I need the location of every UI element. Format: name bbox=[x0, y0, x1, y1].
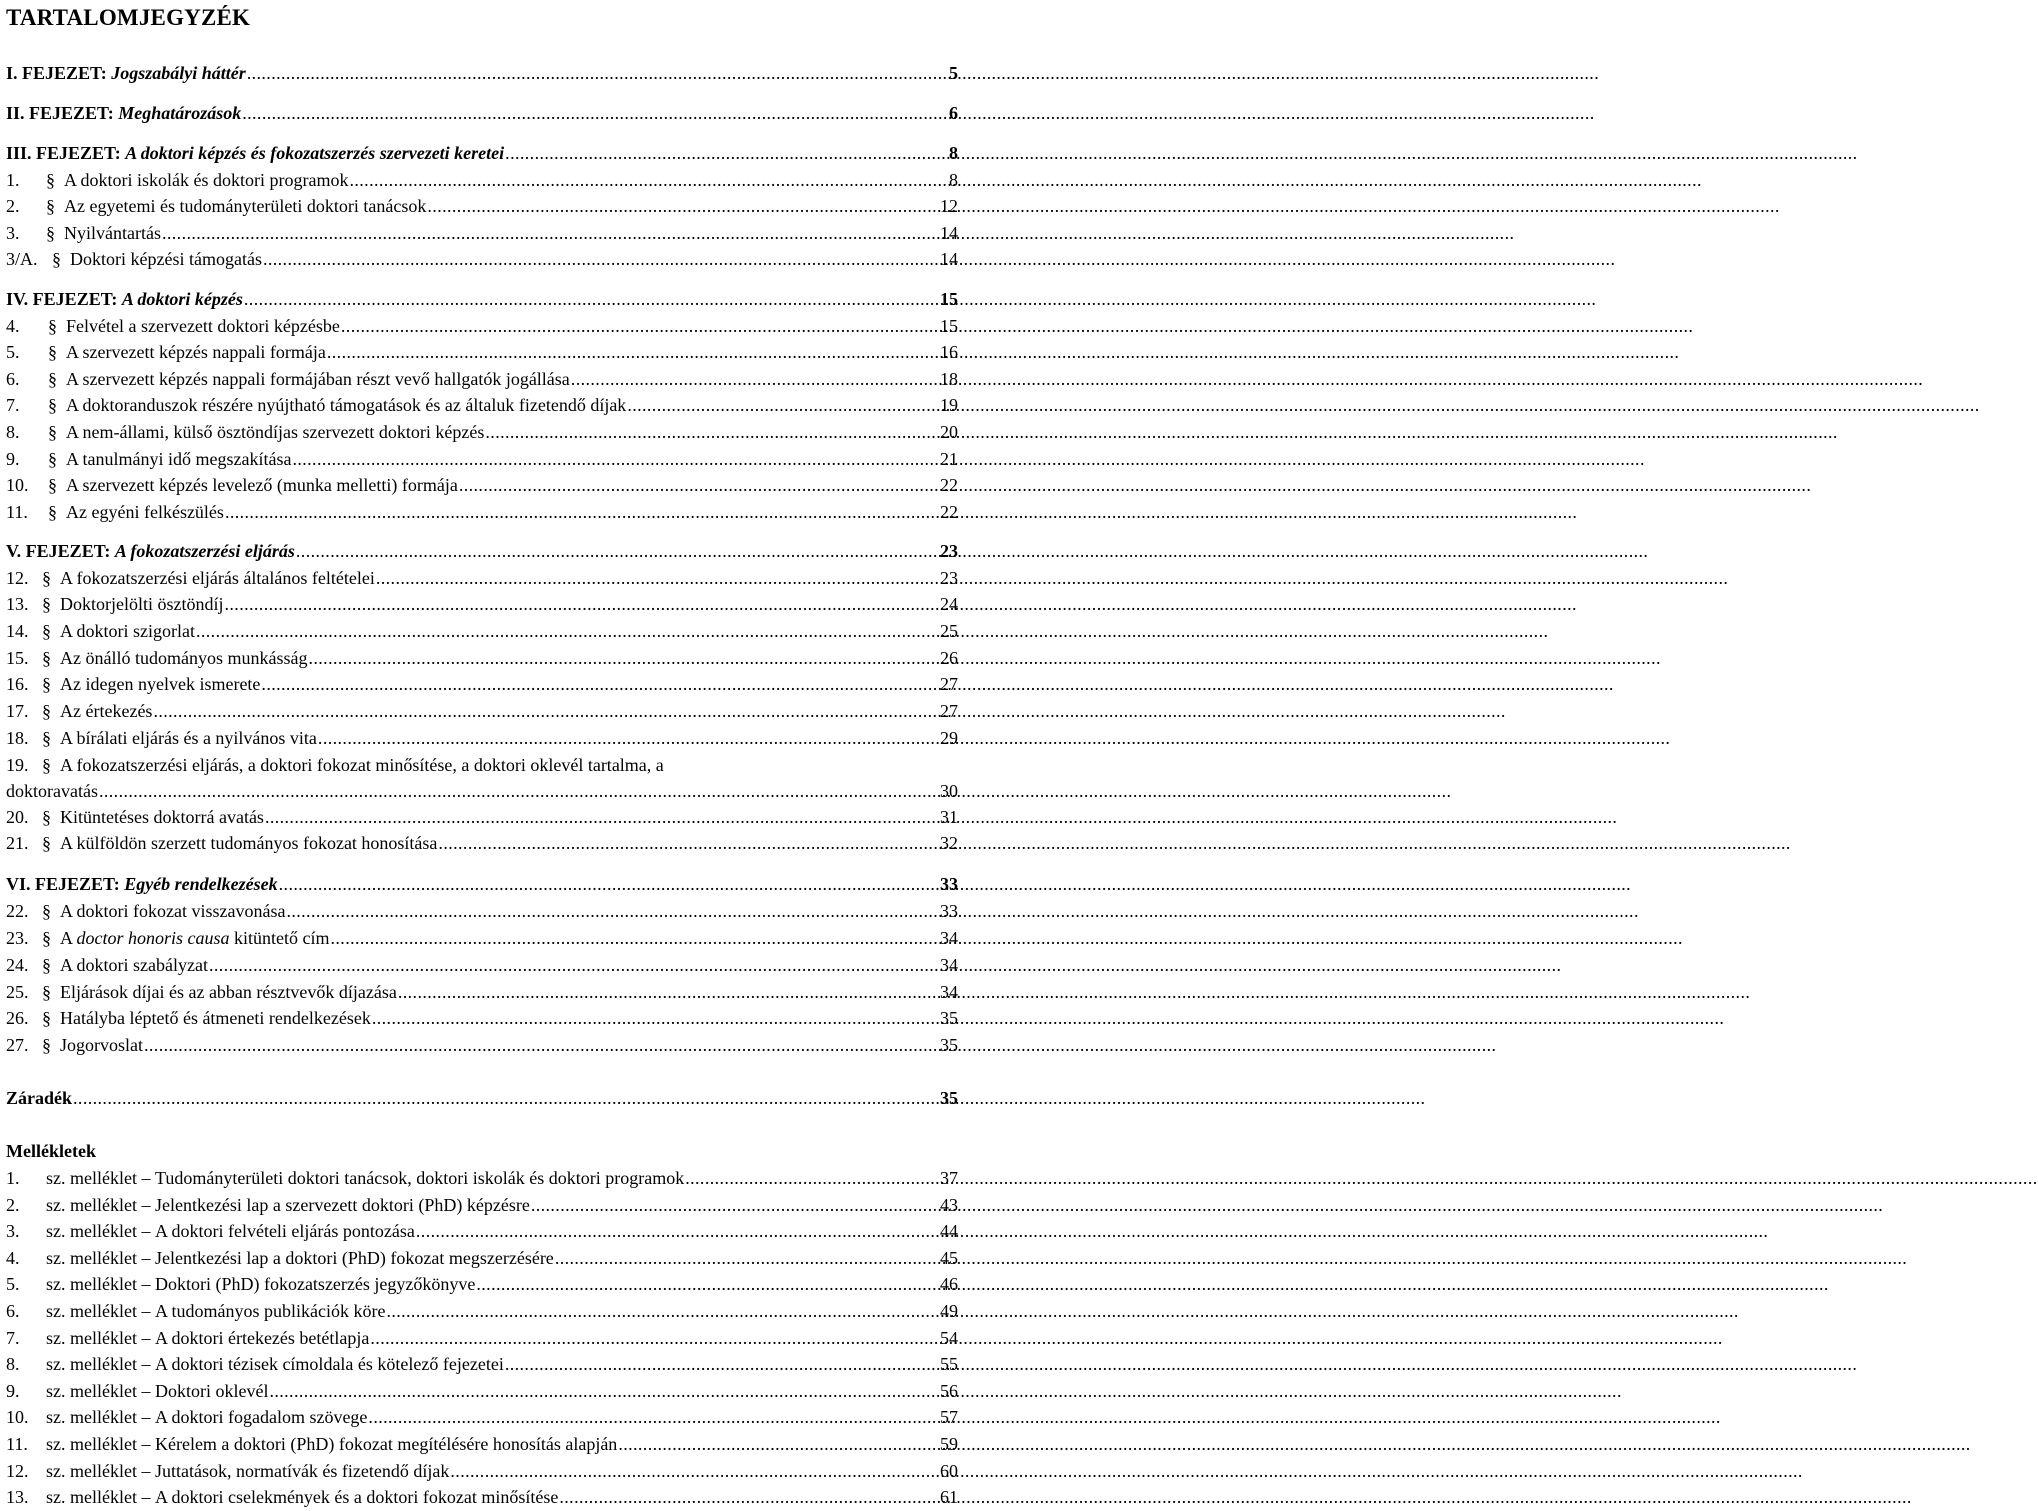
page-number: 37 bbox=[940, 1168, 958, 1188]
page-number: 56 bbox=[940, 1381, 958, 1401]
annex-title: Kérelem a doktori (PhD) fokozat megítélésére honosítás alapján bbox=[154, 1434, 618, 1454]
annex-prefix: sz. melléklet – bbox=[46, 1461, 151, 1481]
annex-prefix: sz. melléklet – bbox=[46, 1221, 151, 1241]
leader-dots bbox=[308, 645, 939, 671]
section-number: 12. bbox=[6, 568, 29, 588]
toc-section-10[interactable] bbox=[6, 472, 958, 498]
section-title: Hatályba léptető és átmeneti rendelkezések bbox=[60, 1008, 371, 1028]
section-title: A doctor honoris causa kitüntető cím bbox=[60, 928, 330, 948]
annex-title: Doktori oklevél bbox=[154, 1381, 269, 1401]
section-sign-icon: § bbox=[48, 342, 57, 362]
leader-dots bbox=[505, 1351, 939, 1377]
leader-dots bbox=[618, 1431, 939, 1457]
section-sign-icon: § bbox=[48, 449, 57, 469]
section-number: 16. bbox=[6, 674, 29, 694]
page-number: 45 bbox=[940, 1248, 958, 1268]
toc-section-15[interactable] bbox=[6, 645, 958, 671]
toc-annex-9[interactable] bbox=[6, 1378, 958, 1404]
section-sign-icon: § bbox=[48, 475, 57, 495]
section-sign-icon: § bbox=[42, 833, 51, 853]
annex-prefix: sz. melléklet – bbox=[46, 1248, 151, 1268]
section-title: Kitüntetéses doktorrá avatás bbox=[60, 807, 264, 827]
section-sign-icon: § bbox=[42, 928, 51, 948]
section-number: 27. bbox=[6, 1035, 29, 1055]
leader-dots bbox=[559, 1484, 939, 1510]
section-title: A nem-állami, külső ösztöndíjas szervezett doktori képzés bbox=[66, 422, 485, 442]
section-number: 9. bbox=[6, 449, 20, 469]
section-number: 19. bbox=[6, 755, 29, 775]
section-number: 21. bbox=[6, 833, 29, 853]
leader-dots bbox=[685, 1165, 939, 1191]
section-title: Az önálló tudományos munkásság bbox=[60, 648, 308, 668]
toc-section-18[interactable] bbox=[6, 725, 958, 751]
annex-prefix: sz. melléklet – bbox=[46, 1301, 151, 1321]
page-number: 21 bbox=[940, 449, 958, 469]
page-number: 25 bbox=[940, 621, 958, 641]
section-title: A fokozatszerzési eljárás, a doktori fokozat minősítése, a doktori oklevél tartalma, a bbox=[60, 755, 664, 775]
section-title: A tanulmányi idő megszakítása bbox=[66, 449, 292, 469]
section-title: Eljárások díjai és az abban résztvevők díjazása bbox=[60, 982, 397, 1002]
page-number: 22 bbox=[940, 502, 958, 522]
section-number: 1. bbox=[6, 170, 20, 190]
toc-section-11[interactable] bbox=[6, 499, 958, 525]
leader-dots bbox=[368, 1404, 939, 1430]
annex-title: A doktori tézisek címoldala és kötelező fejezetei bbox=[154, 1354, 504, 1374]
toc-chapter-6[interactable] bbox=[6, 871, 958, 897]
leader-dots bbox=[331, 925, 940, 951]
page-number: 8 bbox=[949, 170, 958, 190]
leader-dots bbox=[416, 1218, 939, 1244]
section-number: 3/A. bbox=[6, 249, 38, 269]
annex-prefix: sz. melléklet – bbox=[46, 1168, 151, 1188]
toc-annex-13[interactable] bbox=[6, 1484, 958, 1510]
page-number: 44 bbox=[940, 1221, 958, 1241]
section-number: 15. bbox=[6, 648, 29, 668]
leader-dots bbox=[242, 100, 948, 126]
page-number: 57 bbox=[940, 1407, 958, 1427]
toc-section-6[interactable] bbox=[6, 366, 958, 392]
page-number: 60 bbox=[940, 1461, 958, 1481]
leader-dots bbox=[196, 618, 939, 644]
annex-prefix: sz. melléklet – bbox=[46, 1381, 151, 1401]
section-number: 11. bbox=[6, 502, 28, 522]
section-number: 24. bbox=[6, 955, 29, 975]
leader-dots bbox=[341, 313, 939, 339]
section-sign-icon: § bbox=[42, 621, 51, 641]
section-number: 26. bbox=[6, 1008, 29, 1028]
page-number: 32 bbox=[940, 833, 958, 853]
section-sign-icon: § bbox=[48, 502, 57, 522]
annex-title: A doktori fogadalom szövege bbox=[154, 1407, 368, 1427]
page-number: 24 bbox=[940, 594, 958, 614]
annex-title: Jelentkezési lap a doktori (PhD) fokozat megszerzésére bbox=[154, 1248, 554, 1268]
leader-dots bbox=[263, 246, 939, 272]
toc-zaradek[interactable] bbox=[6, 1085, 958, 1111]
annex-prefix: sz. melléklet – bbox=[46, 1328, 151, 1348]
section-number: 13. bbox=[6, 594, 29, 614]
leader-dots bbox=[247, 60, 948, 86]
leader-dots bbox=[265, 804, 939, 830]
leader-dots bbox=[327, 339, 939, 365]
annex-number: 2. bbox=[6, 1195, 20, 1215]
annex-prefix: sz. melléklet – bbox=[46, 1195, 151, 1215]
toc-section-7[interactable] bbox=[6, 392, 958, 418]
page-number: 43 bbox=[940, 1195, 958, 1215]
toc-chapter-1[interactable] bbox=[6, 60, 958, 86]
annex-prefix: sz. melléklet – bbox=[46, 1407, 151, 1427]
annex-number: 9. bbox=[6, 1381, 20, 1401]
toc-section-27[interactable] bbox=[6, 1032, 958, 1058]
leader-dots bbox=[261, 671, 939, 697]
leader-dots bbox=[438, 830, 939, 856]
section-title: Jogorvoslat bbox=[60, 1035, 143, 1055]
toc-section-13[interactable] bbox=[6, 591, 958, 617]
leader-dots bbox=[427, 193, 939, 219]
section-number: 22. bbox=[6, 901, 29, 921]
page-number: 14 bbox=[940, 249, 958, 269]
zaradek-label: Záradék bbox=[6, 1088, 73, 1108]
section-title: A doktori szabályzat bbox=[60, 955, 208, 975]
toc-section-9[interactable] bbox=[6, 446, 958, 472]
page-number: 54 bbox=[940, 1328, 958, 1348]
page-number: 61 bbox=[940, 1487, 958, 1507]
leader-dots bbox=[459, 472, 939, 498]
section-title: A szervezett képzés nappali formájában részt vevő hallgatók jogállása bbox=[66, 369, 570, 389]
annex-number: 11. bbox=[6, 1434, 28, 1454]
leader-dots bbox=[531, 1192, 939, 1218]
section-title: A bírálati eljárás és a nyilvános vita bbox=[60, 728, 317, 748]
chapter-label: III. FEJEZET: A doktori képzés és fokozatszerzés szervezeti keretei bbox=[6, 143, 505, 163]
page-number: 15 bbox=[940, 316, 958, 336]
leader-dots bbox=[144, 1032, 939, 1058]
page-title: TARTALOMJEGYZÉK bbox=[6, 5, 251, 30]
leader-dots bbox=[296, 538, 939, 564]
page-number: 16 bbox=[940, 342, 958, 362]
section-number: 23. bbox=[6, 928, 29, 948]
page-number: 8 bbox=[949, 143, 958, 163]
section-number: 5. bbox=[6, 342, 20, 362]
toc-section-4[interactable] bbox=[6, 313, 958, 339]
annex-prefix: sz. melléklet – bbox=[46, 1434, 151, 1454]
page-number: 29 bbox=[940, 728, 958, 748]
annex-number: 3. bbox=[6, 1221, 20, 1241]
toc-section-12[interactable] bbox=[6, 565, 958, 591]
toc-annex-1[interactable] bbox=[6, 1165, 958, 1191]
page-number: 34 bbox=[940, 955, 958, 975]
annex-number: 1. bbox=[6, 1168, 20, 1188]
section-title: Doktorjelölti ösztöndíj bbox=[60, 594, 224, 614]
leader-dots bbox=[571, 366, 939, 392]
chapter-label: I. FEJEZET: Jogszabályi háttér bbox=[6, 63, 246, 83]
section-title: Nyilvántartás bbox=[64, 223, 161, 243]
section-sign-icon: § bbox=[48, 316, 57, 336]
leader-dots bbox=[376, 565, 939, 591]
leader-dots bbox=[73, 1085, 939, 1111]
leader-dots bbox=[476, 1271, 939, 1297]
annex-title: A doktori cselekmények és a doktori fokozat minősítése bbox=[154, 1487, 559, 1507]
section-sign-icon: § bbox=[52, 249, 61, 269]
section-title: Doktori képzési támogatás bbox=[70, 249, 262, 269]
page-number: 19 bbox=[940, 395, 958, 415]
leader-dots bbox=[292, 446, 939, 472]
page-number: 23 bbox=[940, 568, 958, 588]
annex-prefix: sz. melléklet – bbox=[46, 1274, 151, 1294]
annex-title: Tudományterületi doktori tanácsok, doktori iskolák és doktori programok bbox=[154, 1168, 685, 1188]
page-number: 22 bbox=[940, 475, 958, 495]
annex-title: Jelentkezési lap a szervezett doktori (PhD) képzésre bbox=[154, 1195, 530, 1215]
section-number: 7. bbox=[6, 395, 20, 415]
toc-annex-12[interactable] bbox=[6, 1458, 958, 1484]
toc-section-16[interactable] bbox=[6, 671, 958, 697]
leader-dots bbox=[627, 392, 939, 418]
page-number: 27 bbox=[940, 701, 958, 721]
annex-title: A doktori felvételi eljárás pontozása bbox=[154, 1221, 415, 1241]
toc-section-17[interactable] bbox=[6, 698, 958, 724]
section-number: 6. bbox=[6, 369, 20, 389]
page-number: 35 bbox=[940, 1088, 958, 1108]
section-number: 10. bbox=[6, 475, 29, 495]
toc-section-3a[interactable] bbox=[6, 246, 958, 272]
page-number: 14 bbox=[940, 223, 958, 243]
page-number: 26 bbox=[940, 648, 958, 668]
toc-section-8[interactable] bbox=[6, 419, 958, 445]
section-title: Az egyéni felkészülés bbox=[66, 502, 224, 522]
section-title: A szervezett képzés nappali formája bbox=[66, 342, 326, 362]
section-sign-icon: § bbox=[42, 1035, 51, 1055]
chapter-label: IV. FEJEZET: A doktori képzés bbox=[6, 289, 243, 309]
toc-section-19-cont[interactable] bbox=[6, 778, 958, 804]
leader-dots bbox=[225, 499, 939, 525]
chapter-label: V. FEJEZET: A fokozatszerzési eljárás bbox=[6, 541, 295, 561]
annex-number: 10. bbox=[6, 1407, 29, 1427]
section-number: 2. bbox=[6, 196, 20, 216]
page-number: 18 bbox=[940, 369, 958, 389]
section-title-continued: doktoravatás bbox=[6, 781, 98, 801]
leader-dots bbox=[555, 1245, 939, 1271]
leader-dots bbox=[244, 286, 939, 312]
page-number: 12 bbox=[940, 196, 958, 216]
leader-dots bbox=[505, 140, 948, 166]
annex-number: 8. bbox=[6, 1354, 20, 1374]
annex-prefix: sz. melléklet – bbox=[46, 1487, 151, 1507]
toc-section-2[interactable] bbox=[6, 193, 958, 219]
leader-dots bbox=[225, 591, 940, 617]
leader-dots bbox=[286, 898, 939, 924]
page-number: 34 bbox=[940, 982, 958, 1002]
leader-dots bbox=[372, 1005, 939, 1031]
section-sign-icon: § bbox=[42, 982, 51, 1002]
section-sign-icon: § bbox=[48, 422, 57, 442]
toc-annex-2[interactable] bbox=[6, 1192, 958, 1218]
toc-section-19[interactable] bbox=[6, 752, 958, 778]
section-sign-icon: § bbox=[42, 701, 51, 721]
page-number: 15 bbox=[940, 289, 958, 309]
page-number: 55 bbox=[940, 1354, 958, 1374]
section-number: 4. bbox=[6, 316, 20, 336]
annex-number: 13. bbox=[6, 1487, 29, 1507]
leader-dots bbox=[386, 1298, 939, 1324]
annex-number: 6. bbox=[6, 1301, 20, 1321]
toc-section-24[interactable] bbox=[6, 952, 958, 978]
section-sign-icon: § bbox=[46, 170, 55, 190]
annex-title: Doktori (PhD) fokozatszerzés jegyzőkönyve bbox=[154, 1274, 476, 1294]
toc-section-25[interactable] bbox=[6, 979, 958, 1005]
toc-section-14[interactable] bbox=[6, 618, 958, 644]
leader-dots bbox=[162, 220, 939, 246]
section-number: 3. bbox=[6, 223, 20, 243]
toc-chapter-2[interactable] bbox=[6, 100, 958, 126]
chapter-label: II. FEJEZET: Meghatározások bbox=[6, 103, 242, 123]
toc-section-22[interactable] bbox=[6, 898, 958, 924]
section-sign-icon: § bbox=[42, 674, 51, 694]
toc-chapter-3[interactable] bbox=[6, 140, 958, 166]
page-number: 33 bbox=[940, 874, 958, 894]
leader-dots bbox=[279, 871, 939, 897]
section-number: 18. bbox=[6, 728, 29, 748]
toc-section-23[interactable] bbox=[6, 925, 958, 951]
page-number: 31 bbox=[940, 807, 958, 827]
leader-dots bbox=[398, 979, 939, 1005]
toc-section-1[interactable] bbox=[6, 167, 958, 193]
annex-title: Juttatások, normatívák és fizetendő díjak bbox=[154, 1461, 450, 1481]
section-number: 14. bbox=[6, 621, 29, 641]
section-title: A doktoranduszok részére nyújtható támogatások és az általuk fizetendő díjak bbox=[66, 395, 627, 415]
section-title: Az egyetemi és tudományterületi doktori tanácsok bbox=[64, 196, 427, 216]
section-title: A fokozatszerzési eljárás általános feltételei bbox=[60, 568, 375, 588]
toc-annex-3[interactable] bbox=[6, 1218, 958, 1244]
section-title: A külföldön szerzett tudományos fokozat honosítása bbox=[60, 833, 438, 853]
annex-number: 4. bbox=[6, 1248, 20, 1268]
section-sign-icon: § bbox=[42, 1008, 51, 1028]
annex-title: A doktori értekezés betétlapja bbox=[154, 1328, 370, 1348]
section-sign-icon: § bbox=[46, 196, 55, 216]
section-title: A doktori fokozat visszavonása bbox=[60, 901, 286, 921]
toc-annex-8[interactable] bbox=[6, 1351, 958, 1377]
section-number: 17. bbox=[6, 701, 29, 721]
section-sign-icon: § bbox=[42, 648, 51, 668]
section-sign-icon: § bbox=[42, 594, 51, 614]
leader-dots bbox=[370, 1325, 939, 1351]
section-sign-icon: § bbox=[42, 728, 51, 748]
leader-dots bbox=[269, 1378, 939, 1404]
page-number: 33 bbox=[940, 901, 958, 921]
page-number: 6 bbox=[949, 103, 958, 123]
page-number: 5 bbox=[949, 63, 958, 83]
page-number: 20 bbox=[940, 422, 958, 442]
leader-dots bbox=[485, 419, 939, 445]
section-sign-icon: § bbox=[46, 223, 55, 243]
page-number: 35 bbox=[940, 1008, 958, 1028]
annexes-heading: Mellékletek bbox=[6, 1141, 96, 1161]
section-sign-icon: § bbox=[42, 901, 51, 921]
toc-section-3[interactable] bbox=[6, 220, 958, 246]
section-number: 20. bbox=[6, 807, 29, 827]
annex-number: 5. bbox=[6, 1274, 20, 1294]
page-number: 34 bbox=[940, 928, 958, 948]
section-sign-icon: § bbox=[48, 395, 57, 415]
toc-chapter-5[interactable] bbox=[6, 538, 958, 564]
leader-dots bbox=[209, 952, 939, 978]
toc-annex-11[interactable] bbox=[6, 1431, 958, 1457]
toc-section-21[interactable] bbox=[6, 830, 958, 856]
toc-annex-6[interactable] bbox=[6, 1298, 958, 1324]
section-title: A doktori szigorlat bbox=[60, 621, 195, 641]
toc-annex-5[interactable] bbox=[6, 1271, 958, 1297]
leader-dots bbox=[450, 1458, 939, 1484]
annex-number: 7. bbox=[6, 1328, 20, 1348]
page-number: 35 bbox=[940, 1035, 958, 1055]
section-sign-icon: § bbox=[42, 568, 51, 588]
page-number: 59 bbox=[940, 1434, 958, 1454]
toc-annex-7[interactable] bbox=[6, 1325, 958, 1351]
leader-dots bbox=[153, 698, 939, 724]
annex-title: A tudományos publikációk köre bbox=[154, 1301, 386, 1321]
section-sign-icon: § bbox=[42, 955, 51, 975]
page-number: 30 bbox=[940, 781, 958, 801]
section-title: Az idegen nyelvek ismerete bbox=[60, 674, 261, 694]
section-sign-icon: § bbox=[42, 755, 51, 775]
leader-dots bbox=[99, 778, 939, 804]
chapter-label: VI. FEJEZET: Egyéb rendelkezések bbox=[6, 874, 278, 894]
page-number: 46 bbox=[940, 1274, 958, 1294]
page-number: 49 bbox=[940, 1301, 958, 1321]
page-number: 23 bbox=[940, 541, 958, 561]
section-title: Az értekezés bbox=[60, 701, 153, 721]
section-title: A szervezett képzés levelező (munka melletti) formája bbox=[66, 475, 458, 495]
section-title: Felvétel a szervezett doktori képzésbe bbox=[66, 316, 340, 336]
section-number: 25. bbox=[6, 982, 29, 1002]
annex-number: 12. bbox=[6, 1461, 29, 1481]
leader-dots bbox=[349, 167, 948, 193]
toc-section-5[interactable] bbox=[6, 339, 958, 365]
page-number: 27 bbox=[940, 674, 958, 694]
section-number: 8. bbox=[6, 422, 20, 442]
section-title: A doktori iskolák és doktori programok bbox=[64, 170, 349, 190]
section-sign-icon: § bbox=[42, 807, 51, 827]
leader-dots bbox=[318, 725, 939, 751]
toc-section-26[interactable] bbox=[6, 1005, 958, 1031]
toc-chapter-4[interactable] bbox=[6, 286, 958, 312]
toc-annex-4[interactable] bbox=[6, 1245, 958, 1271]
toc-section-20[interactable] bbox=[6, 804, 958, 830]
annex-prefix: sz. melléklet – bbox=[46, 1354, 151, 1374]
section-sign-icon: § bbox=[48, 369, 57, 389]
toc-annex-10[interactable] bbox=[6, 1404, 958, 1430]
